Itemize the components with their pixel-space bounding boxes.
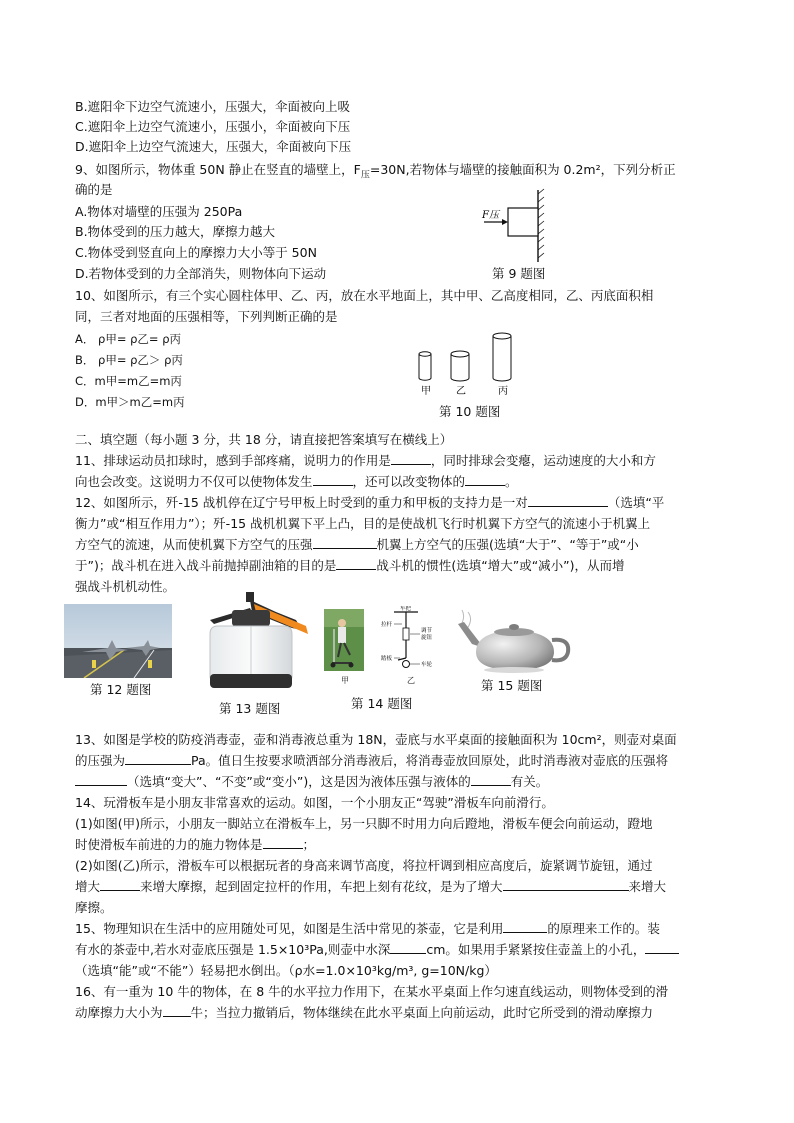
label-bing: 丙 [498, 386, 508, 397]
q10-option-a: A． ρ甲= ρ乙= ρ丙 [75, 332, 182, 346]
q12-line-4: 于”)；战斗机在进入战斗前抛掉副油箱的目的是 战斗机的惯性(选填“增大”或“减小”)，从而增 [75, 558, 625, 573]
q13-caption: 第 13 题图 [219, 701, 281, 716]
q9-caption: 第 9 题图 [492, 266, 546, 281]
q10-cylinders-figure [412, 328, 522, 400]
q14-caption: 第 14 题图 [351, 696, 413, 711]
answer-blank[interactable] [313, 536, 377, 549]
scooter-label-yi: 乙 [407, 676, 415, 685]
q12-jet-photo [64, 604, 172, 678]
svg-text:拉杆: 拉杆 [381, 622, 393, 628]
q12-line-2: 衡力”或“相互作用力”）；歼-15 战机机翼下平上凸，目的是使战机飞行时机翼下方空气的流速小于机翼上 [75, 516, 651, 531]
q14-line-5: 增大 来增大摩擦，起到固定拉杆的作用，车把上刻有花纹，是为了增大 来增大 [75, 879, 667, 894]
q15-line-2: 有水的茶壶中,若水对壶底压强是 1.5×10³Pa,则壶中水深 cm。如果用手紧紧按住壶盖上的小孔， [75, 940, 679, 960]
answer-blank[interactable] [471, 773, 511, 786]
q12-line-3: 方空气的流速，从而使机翼下方空气的压强 机翼上方空气的压强(选填“大于”、“等于”或“小 [75, 537, 639, 552]
label-yi: 乙 [456, 386, 466, 397]
answer-blank[interactable] [263, 836, 303, 849]
answer-blank[interactable] [645, 941, 679, 954]
q9-stem: 9、如图所示，物体重 50N 静止在竖直的墙壁上，$F_压=30N$,若物体与墙壁的接触面积为 0.2m²，下列分析正 [75, 162, 676, 181]
q9-option-d: D.若物体受到的力全部消失，则物体向下运动 [75, 266, 327, 281]
q11-line-2: 向也会改变。这说明力不仅可以使物体发生 ，还可以改变物体的 。 [75, 474, 518, 489]
q10-option-c: C．m甲=m乙=m丙 [75, 374, 182, 388]
q10-option-b: B． ρ甲= ρ乙＞ ρ丙 [75, 353, 183, 367]
q14-line-4: (2)如图(乙)所示，滑板车可以根据玩者的身高来调节高度，将拉杆调到相应高度后，旋紧调节旋钮，通过 [75, 858, 653, 873]
section-2-heading: 二、填空题（每小题 3 分，共 18 分，请直接把答案填写在横线上） [75, 432, 453, 447]
q10-option-d: D．m甲＞m乙=m丙 [75, 395, 185, 409]
q15-teapot-photo [452, 608, 576, 678]
q14-line-6: 摩擦。 [75, 900, 113, 915]
answer-blank[interactable] [100, 878, 140, 891]
q11-line-1: 11、排球运动员扣球时，感到手部疼痛，说明力的作用是 ，同时排球会变瘪，运动速度的大小和方 [75, 453, 656, 468]
q10-stem-cont: 同，三者对地面的压强相等，下列判断正确的是 [75, 309, 338, 324]
q12-line-5: 强战斗机机动性。 [75, 579, 176, 594]
answer-blank[interactable] [125, 752, 191, 765]
q8-option-b: B.遮阳伞下边空气流速小，压强大，伞面被向上吸 [75, 99, 351, 114]
q14-line-1: 14、玩滑板车是小朋友非常喜欢的运动。如图，一个小朋友正“驾驶”滑板车向前滑行。 [75, 795, 554, 810]
svg-text:踏板: 踏板 [381, 656, 393, 662]
answer-blank[interactable] [503, 878, 629, 891]
label-jia: 甲 [421, 386, 431, 397]
q15-line-1: 15、物理知识在生活中的应用随处可见，如图是生活中常见的茶壶，它是利用 的原理来工作的。装 [75, 921, 660, 936]
q9-stem-cont: 确的是 [75, 182, 113, 197]
force-label: F压 [482, 210, 499, 221]
q13-sprayer-photo [196, 590, 312, 694]
answer-blank[interactable] [465, 473, 505, 486]
q14-line-3: 时使滑板车前进的力的施力物体是 ； [75, 837, 316, 852]
q16-line-1: 16、有一重为 10 牛的物体，在 8 牛的水平拉力作用下，在某水平桌面上作匀速直线运动，则物体受到的滑 [75, 984, 669, 999]
answer-blank[interactable] [503, 920, 547, 933]
q9-wall-figure [478, 188, 558, 264]
answer-blank[interactable] [390, 941, 426, 954]
q15-line-3: （选填“能”或“不能”）轻易把水倒出。（ρ水=1.0×10³kg/m³, g=10N/kg） [75, 963, 497, 978]
q13-line-2: 的压强为 Pa。值日生按要求喷洒部分消毒液后，将消毒壶放回原处，此时消毒液对壶底的压强将 [75, 753, 669, 768]
q9-option-b: B.物体受到的压力越大，摩擦力越大 [75, 224, 276, 239]
q14-scooter-diagram [380, 606, 440, 674]
svg-text:旋钮: 旋钮 [421, 635, 433, 641]
answer-blank[interactable] [313, 473, 353, 486]
svg-text:调节: 调节 [421, 628, 433, 634]
q12-line-1: 12、如图所示，歼-15 战机停在辽宁号甲板上时受到的重力和甲板的支持力是一对 （选填“平 [75, 495, 665, 510]
q8-option-c: C.遮阳伞上边空气流速小，压强小，伞面被向下压 [75, 119, 351, 134]
q13-line-3: （选填“变大”、“不变”或“变小”)，这是因为液体压强与液体的 有关。 [75, 772, 548, 792]
svg-text:车把: 车把 [400, 606, 412, 612]
q10-caption: 第 10 题图 [439, 404, 501, 419]
q8-option-d: D.遮阳伞上边空气流速大，压强大，伞面被向下压 [75, 139, 352, 154]
q14-child-scooter-photo [324, 609, 364, 671]
q12-caption: 第 12 题图 [90, 682, 152, 697]
answer-blank[interactable] [163, 1004, 191, 1017]
answer-blank[interactable] [391, 452, 431, 465]
q16-line-2: 动摩擦力大小为 牛；当拉力撤销后，物体继续在此水平桌面上向前运动，此时它所受到的滑动摩擦力 [75, 1005, 654, 1020]
svg-text:车轮: 车轮 [421, 662, 433, 668]
answer-blank[interactable] [336, 557, 376, 570]
q9-option-c: C.物体受到竖直向上的摩擦力大小等于 50N [75, 245, 317, 260]
answer-blank[interactable] [75, 773, 127, 786]
q10-stem: 10、如图所示，有三个实心圆柱体甲、乙、丙，放在水平地面上，其中甲、乙高度相同，乙、丙底面积相 [75, 288, 654, 303]
q14-line-2: (1)如图(甲)所示，小朋友一脚站立在滑板车上，另一只脚不时用力向后蹬地，滑板车便会向前运动，蹬地 [75, 816, 653, 831]
scooter-label-jia: 甲 [341, 676, 349, 685]
q15-caption: 第 15 题图 [481, 678, 543, 693]
answer-blank[interactable] [528, 494, 608, 507]
q9-option-a: A.物体对墙壁的压强为 250Pa [75, 204, 243, 219]
q13-line-1: 13、如图是学校的防疫消毒壶，壶和消毒液总重为 18N，壶底与水平桌面的接触面积为 10cm²，则壶对桌面 [75, 732, 677, 747]
